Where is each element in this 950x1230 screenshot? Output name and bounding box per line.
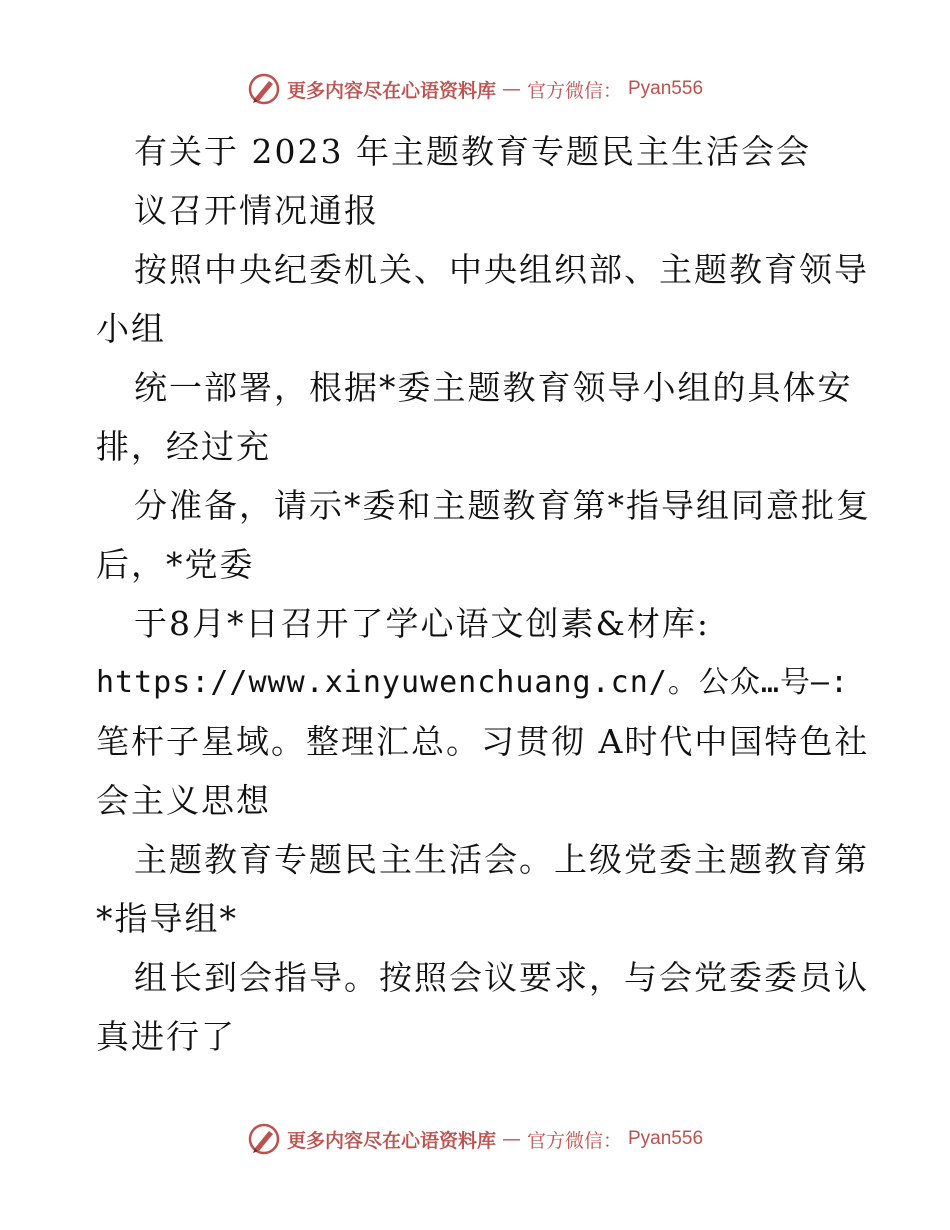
banner-account: Pyan556 — [628, 78, 704, 99]
header-banner — [0, 72, 950, 106]
text-line: 于8月*日召开了学心语文创素&材库: — [134, 604, 710, 643]
text-line: 有关于 2023 年主题教育专题民主生活会会 — [134, 132, 811, 171]
text-line: 会主义思想 — [96, 781, 271, 820]
pen-logo-icon — [247, 1122, 281, 1156]
banner-dash: — — [501, 1128, 521, 1150]
text-line: 统一部署，根据*委主题教育领导小组的具体安 — [134, 368, 853, 407]
text-line: 组长到会指导。按照会议要求，与会党委委员认 — [134, 958, 869, 997]
text-line: 排，经过充 — [96, 427, 271, 466]
text-line: 笔杆子星域。整理汇总。习贯彻 A时代中国特色社 — [96, 722, 870, 761]
banner-tagline: 更多内容尽在心语资料库 — [286, 79, 496, 102]
text-line: 主题教育专题民主生活会。上级党委主题教育第 — [134, 840, 869, 879]
banner-contact-label: 官方微信： — [526, 79, 622, 102]
pen-logo-icon — [247, 72, 281, 106]
text-line: 小组 — [96, 309, 166, 348]
banner-account: Pyan556 — [628, 1128, 704, 1149]
text-line: 按照中央纪委机关、中央组织部、主题教育领导 — [134, 250, 869, 289]
footer-banner — [0, 1122, 950, 1156]
banner-tagline: 更多内容尽在心语资料库 — [286, 1129, 496, 1152]
banner-contact-label: 官方微信： — [526, 1129, 622, 1152]
text-line-url: https://www.xinyuwenchuang.cn/。公众…号—: — [96, 665, 850, 700]
banner-dash: — — [501, 78, 521, 100]
text-line: 分准备，请示*委和主题教育第*指导组同意批复 — [134, 486, 871, 525]
text-line: 后，*党委 — [96, 545, 255, 584]
document-body — [96, 122, 871, 1066]
text-line: *指导组* — [96, 899, 238, 938]
text-line: 真进行了 — [96, 1017, 236, 1056]
text-line: 议召开情况通报 — [134, 191, 379, 230]
